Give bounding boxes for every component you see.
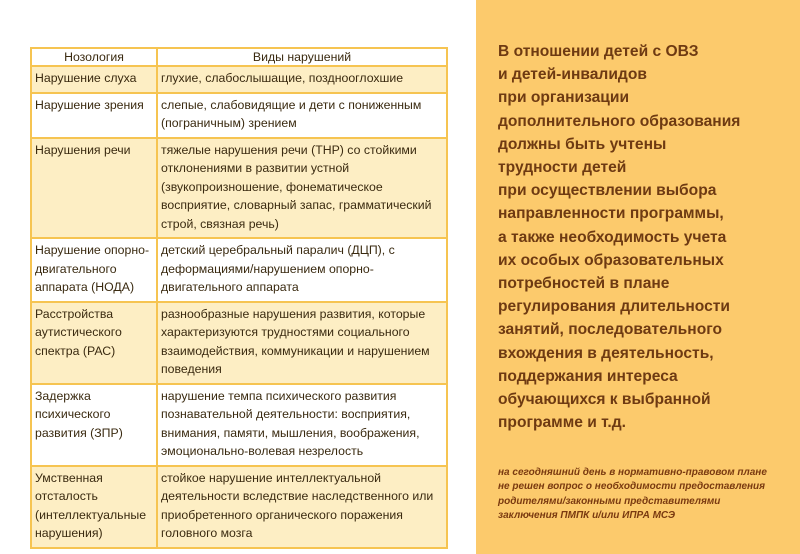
main-line: занятий, последовательного xyxy=(498,321,723,339)
main-line: поддержания интереса xyxy=(498,367,678,385)
table-row xyxy=(31,93,447,138)
types-cell: глухие, слабослышащие, позднооглохшие xyxy=(157,66,447,93)
main-line: дополнительного образования xyxy=(498,112,741,130)
table-row xyxy=(31,238,447,302)
table-row xyxy=(31,384,447,466)
types-cell: детский церебральный паралич (ДЦП), с деформациями/нарушением опорно-двигательного аппарата xyxy=(157,238,447,302)
note-line: заключения ПМПК и/или ИПРА МСЭ xyxy=(498,510,676,522)
main-line: потребностей в плане xyxy=(498,275,670,293)
main-line: обучающихся к выбранной xyxy=(498,391,711,409)
main-line: вхождения в деятельность, xyxy=(498,344,714,362)
main-line: направленности программы, xyxy=(498,205,724,223)
nosology-cell: Нарушения речи xyxy=(31,138,157,239)
main-line: должны быть учтены xyxy=(498,135,667,153)
footnote xyxy=(498,466,767,524)
main-line: а также необходимость учета xyxy=(498,228,727,246)
types-cell: разнообразные нарушения развития, которые характеризуются трудностями социального взаимодействия, коммуникации и нарушением поведения xyxy=(157,302,447,384)
nosology-cell: Умственная отсталость (интеллектуальные нарушения) xyxy=(31,466,157,548)
types-cell: слепые, слабовидящие и дети с пониженным (пограничным) зрением xyxy=(157,93,447,138)
main-line: при осуществлении выбора xyxy=(498,182,717,200)
table-row xyxy=(31,138,447,239)
main-line: трудности детей xyxy=(498,159,627,177)
table-row xyxy=(31,466,447,548)
main-line: их особых образовательных xyxy=(498,251,724,269)
note-line: родителями/законными представителями xyxy=(498,495,721,507)
types-cell: нарушение темпа психического развития познавательной деятельности: восприятия, внимания, памяти, мышления, воображения, эмоционально-волевая незрелость xyxy=(157,384,447,466)
header-types: Виды нарушений xyxy=(157,48,447,66)
main-line: и детей-инвалидов xyxy=(498,66,647,84)
main-statement xyxy=(498,40,740,434)
note-line: не решен вопрос о необходимости предоставления xyxy=(498,481,766,493)
table-row xyxy=(31,66,447,93)
nosology-cell: Расстройства аутистического спектра (РАС) xyxy=(31,302,157,384)
table-row xyxy=(31,302,447,384)
header-nosology: Нозология xyxy=(31,48,157,66)
nosology-cell: Нарушение зрения xyxy=(31,93,157,138)
nosology-cell: Нарушение опорно-двигательного аппарата (НОДА) xyxy=(31,238,157,302)
nosology-cell: Нарушение слуха xyxy=(31,66,157,93)
note-line: на сегодняшний день в нормативно-правовом плане xyxy=(498,467,767,478)
table-header-row xyxy=(31,48,447,66)
main-line: В отношении детей с ОВЗ xyxy=(498,43,699,60)
main-line: программе и т.д. xyxy=(498,414,626,432)
nosology-cell: Задержка психического развития (ЗПР) xyxy=(31,384,157,466)
main-line: при организации xyxy=(498,89,630,107)
types-cell: тяжелые нарушения речи (ТНР) со стойкими отклонениями в развитии устной (звукопроизношение, фонематическое восприятие, словарный запас, грамматический строй, связная речь) xyxy=(157,138,447,239)
info-panel xyxy=(476,0,800,554)
types-cell: стойкое нарушение интеллектуальной деятельности вследствие наследственного или приобретенного органического поражения головного мозга xyxy=(157,466,447,548)
nosology-table xyxy=(30,47,448,549)
main-line: регулирования длительности xyxy=(498,298,731,316)
